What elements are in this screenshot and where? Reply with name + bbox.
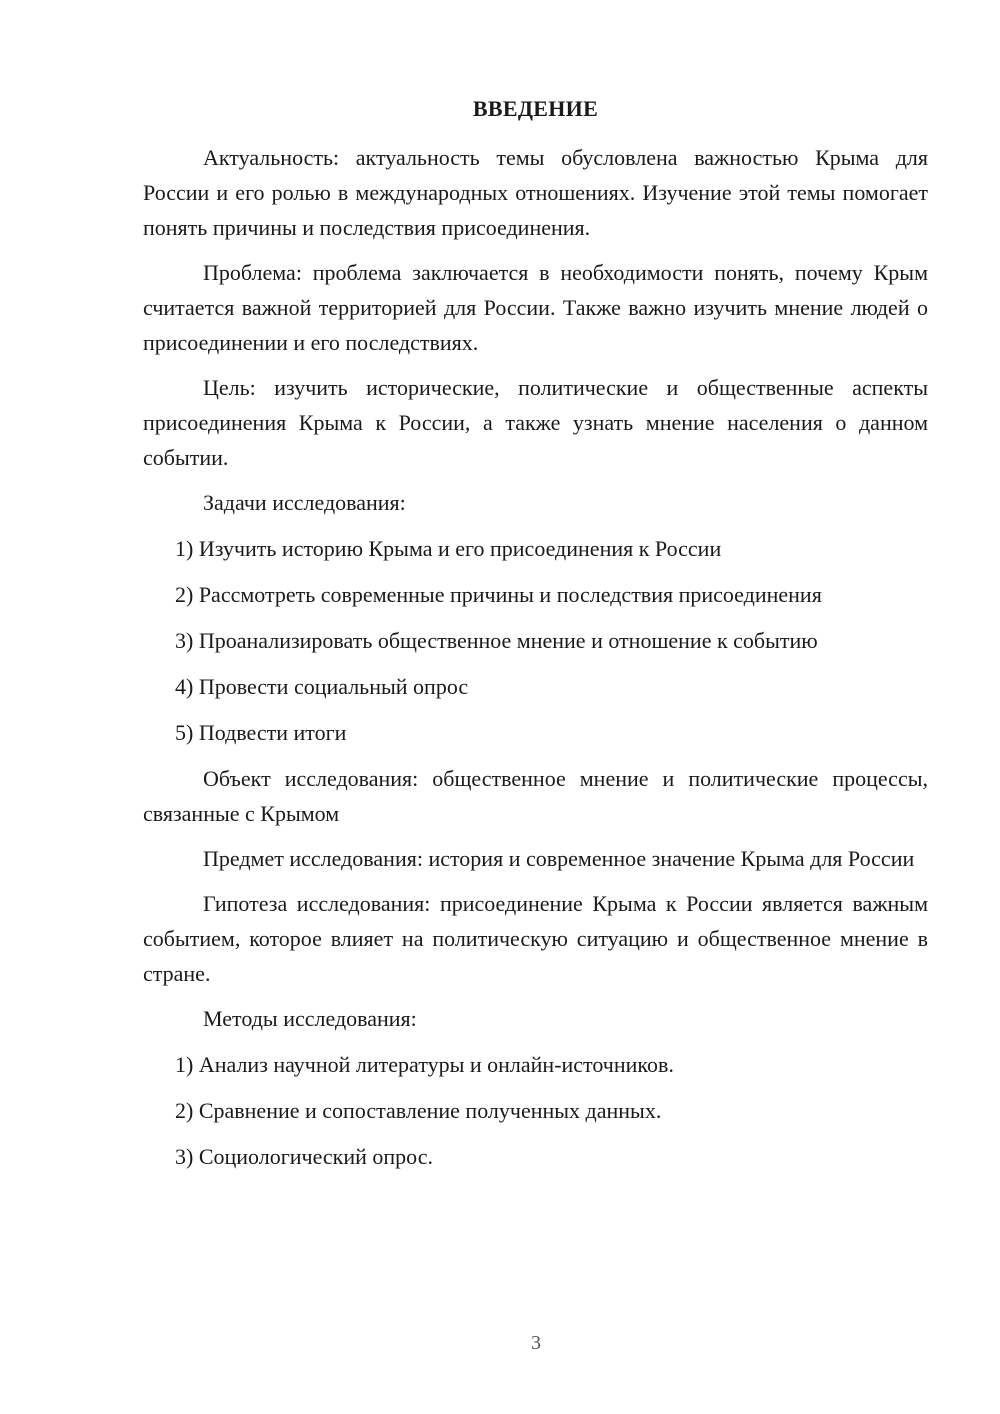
list-item: 1) Анализ научной литературы и онлайн-источников. — [175, 1052, 674, 1077]
document-title: ВВЕДЕНИЕ — [472, 96, 599, 121]
list-item: 4) Провести социальный опрос — [175, 674, 469, 699]
goal-paragraph: Цель: изучить исторические, политические и общественные аспекты присоединения Крыма к России, а также узнать мнение населения о данном событии. — [143, 375, 928, 470]
methods-heading: Методы исследования: — [203, 1006, 417, 1031]
list-item: 2) Рассмотреть современные причины и последствия присоединения — [175, 582, 822, 607]
page-number: 3 — [531, 1332, 541, 1354]
list-item: 5) Подвести итоги — [175, 720, 347, 745]
hypothesis-paragraph: Гипотеза исследования: присоединение Крыма к России является важным событием, которое влияет на политическую ситуацию и общественное мнение в стране. — [143, 891, 928, 986]
relevance-paragraph: Актуальность: актуальность темы обусловлена важностью Крыма для России и его ролью в международных отношениях. Изучение этой темы помогает понять причины и последствия присоединения. — [143, 145, 928, 240]
list-item: 3) Социологический опрос. — [175, 1144, 433, 1169]
methods-list — [143, 1047, 928, 1174]
tasks-heading: Задачи исследования: — [203, 490, 406, 515]
tasks-list — [143, 531, 928, 750]
list-item: 2) Сравнение и сопоставление полученных данных. — [175, 1098, 662, 1123]
document-page — [143, 94, 928, 1185]
list-item: 3) Проанализировать общественное мнение и отношение к событию — [175, 628, 818, 653]
subject-paragraph: Предмет исследования: история и современное значение Крыма для России — [203, 846, 915, 871]
problem-paragraph: Проблема: проблема заключается в необходимости понять, почему Крым считается важной территорией для России. Также важно изучить мнение людей о присоединении и его последствиях. — [143, 260, 928, 355]
list-item: 1) Изучить историю Крыма и его присоединения к России — [175, 536, 722, 561]
object-paragraph: Объект исследования: общественное мнение и политические процессы, связанные с Крымом — [143, 766, 928, 826]
